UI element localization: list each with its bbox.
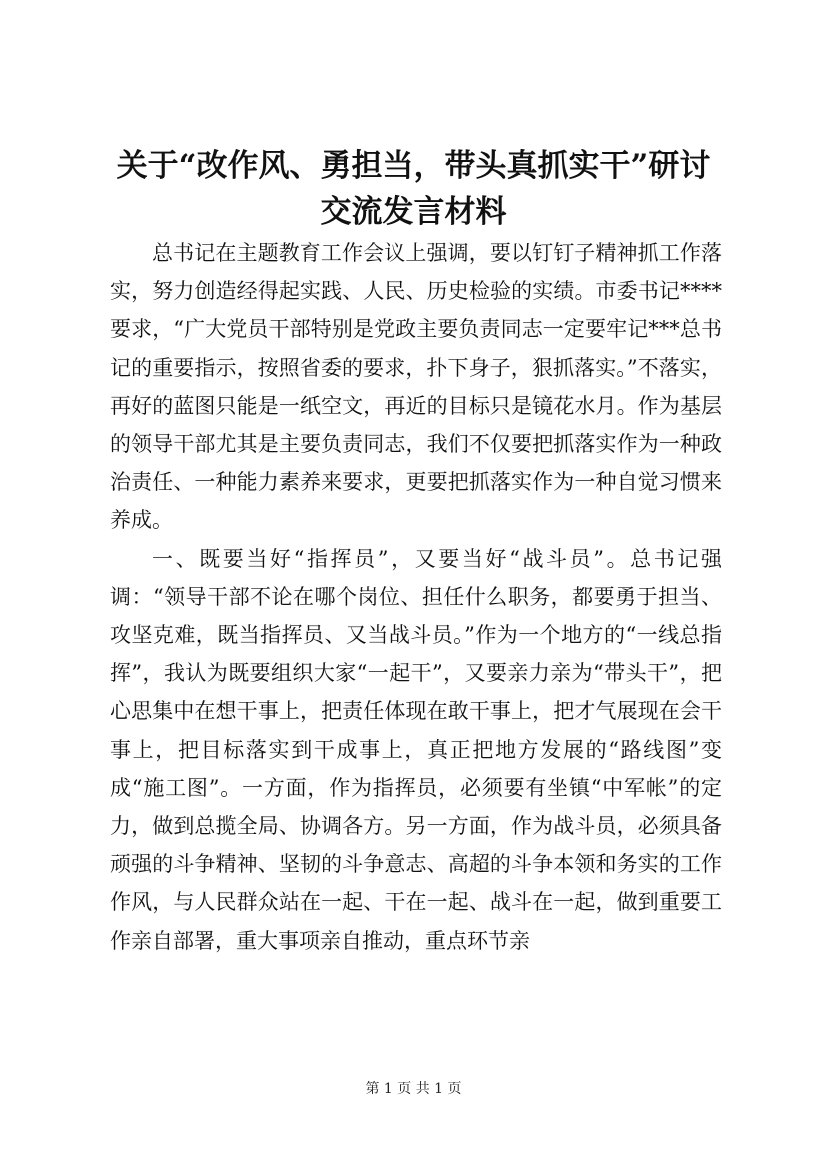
page-number-footer: 第 1 页 共 1 页 [365,1081,462,1097]
document-title-line1: 关于“改作风、勇担当，带头真抓实干”研讨 [116,148,711,184]
document-body [110,234,722,960]
paragraph-section-one: 一、既要当好“指挥员”，又要当好“战斗员”。总书记强调：“领导干部不论在哪个岗位、担任什么职务，都要勇于担当、攻坚克难，既当指挥员、又当战斗员。”作为一个地方的“一线总指挥”，我认为既要组织大家“一起干”，又要亲力亲为“带头干”，把心思集中在想干事上，把责任体现在敢干事上，把才气展现在会干事上，把目标落实到干成事上，真正把地方发展的“路线图”变成“施工图”。一方面，作为指挥员，必须要有坐镇“中军帐”的定力，做到总揽全局、协调各方。另一方面，作为战斗员，必须具备顽强的斗争精神、坚韧的斗争意志、高超的斗争本领和务实的工作作风，与人民群众站在一起、干在一起、战斗在一起，做到重要工作亲自部署，重大事项亲自推动，重点环节亲 [110,546,722,953]
document-title-line2: 交流发言材料 [320,194,507,230]
paragraph-intro: 总书记在主题教育工作会议上强调，要以钉钉子精神抓工作落实，努力创造经得起实践、人民、历史检验的实绩。市委书记****要求，“广大党员干部特别是党政主要负责同志一定要牢记***总书记的重要指示，按照省委的要求，扑下身子，狠抓落实。”不落实，再好的蓝图只能是一纸空文，再近的目标只是镜花水月。作为基层的领导干部尤其是主要负责同志，我们不仅要把抓落实作为一种政治责任、一种能力素养来要求，更要把抓落实作为一种自觉习惯来养成。 [110,241,722,533]
